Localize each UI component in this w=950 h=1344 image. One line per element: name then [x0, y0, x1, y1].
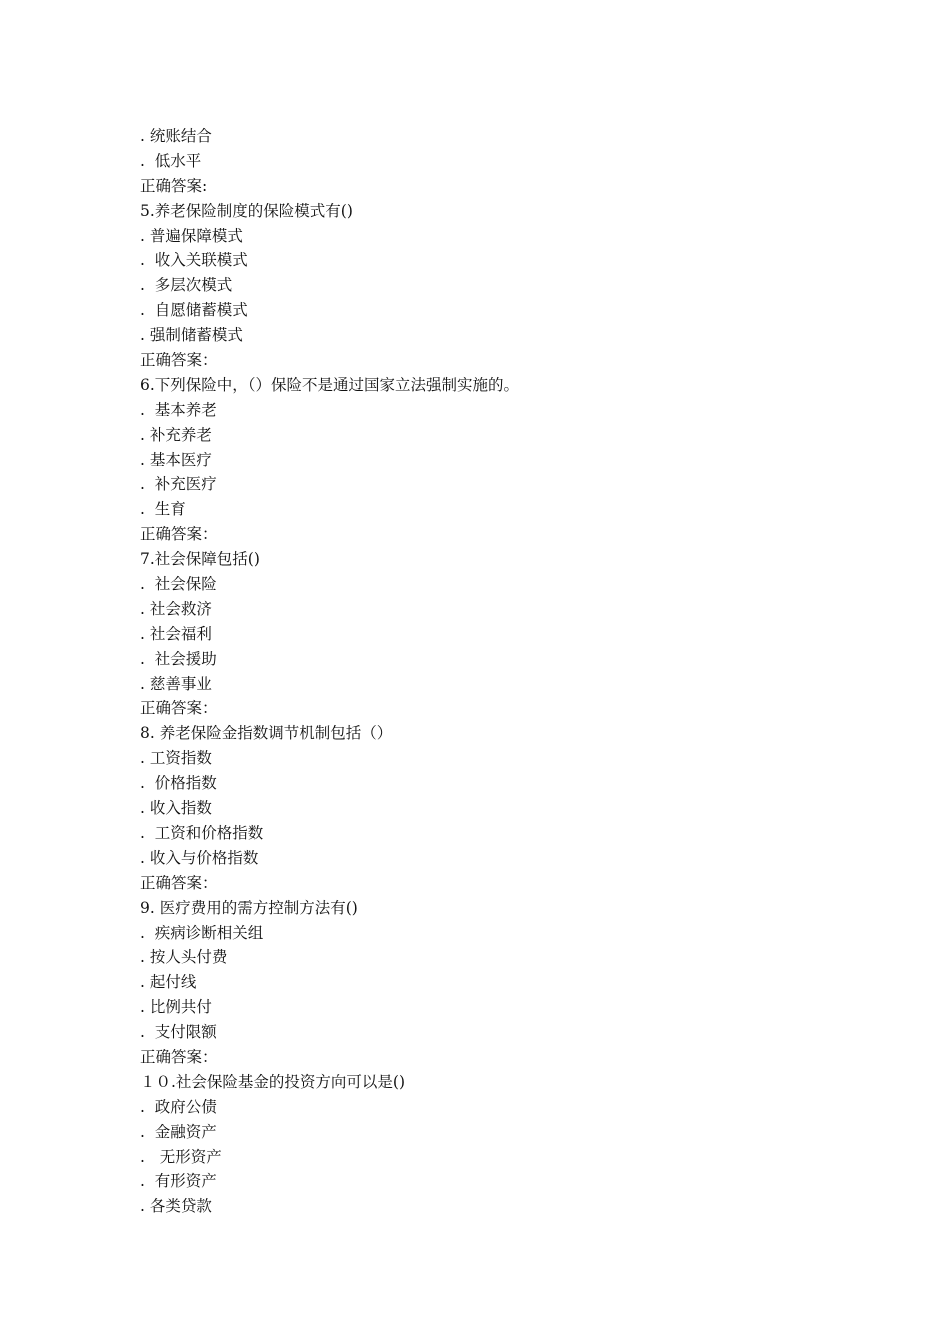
question-5: 5.养老保险制度的保险模式有() [140, 201, 353, 220]
answer-label: 正确答案： [140, 351, 218, 370]
option-line: . 自愿储蓄模式 [140, 301, 248, 320]
option-line: . 强制储蓄模式 [140, 326, 243, 345]
question-6: 6.下列保险中，（）保险不是通过国家立法强制实施的。 [140, 375, 520, 394]
option-line: . 收入指数 [140, 799, 212, 818]
option-line: . 收入与价格指数 [140, 848, 259, 867]
option-line: . 补充养老 [140, 425, 212, 444]
option-line: . 工资指数 [140, 749, 212, 768]
document-body [140, 124, 840, 1219]
option-line: . 疾病诊断相关组 [140, 923, 264, 942]
option-line: . 社会救济 [140, 599, 212, 618]
option-line: . 基本养老 [140, 400, 217, 419]
option-line: . 金融资产 [140, 1122, 217, 1141]
option-line: . 支付限额 [140, 1023, 217, 1042]
option-line: . 价格指数 [140, 774, 217, 793]
option-line: . 有形资产 [140, 1172, 217, 1191]
option-line: . 按人头付费 [140, 948, 228, 967]
question-7: 7.社会保障包括() [140, 550, 260, 569]
option-line: . 收入关联模式 [140, 251, 248, 270]
option-line: . 基本医疗 [140, 450, 212, 469]
option-line: . 社会福利 [140, 624, 212, 643]
option-line: . 普遍保障模式 [140, 226, 243, 245]
option-line: . 补充医疗 [140, 475, 217, 494]
option-line: . 比例共付 [140, 998, 212, 1017]
option-line: . 各类贷款 [140, 1197, 212, 1216]
answer-label: 正确答案： [140, 1047, 218, 1066]
option-line: . 多层次模式 [140, 276, 233, 295]
answer-label: 正确答案: [140, 176, 208, 195]
question-8: 8. 养老保险金指数调节机制包括（） [140, 724, 393, 743]
option-line: . 社会保险 [140, 575, 217, 594]
option-line: . 起付线 [140, 973, 197, 992]
option-line: . 慈善事业 [140, 674, 212, 693]
answer-label: 正确答案： [140, 525, 218, 544]
option-line: . 低水平 [140, 151, 202, 170]
answer-label: 正确答案： [140, 873, 218, 892]
option-line: . 统账结合 [140, 127, 212, 145]
answer-label: 正确答案： [140, 699, 218, 718]
option-line: . 工资和价格指数 [140, 823, 264, 842]
question-9: 9. 医疗费用的需方控制方法有() [140, 898, 358, 917]
question-10: １０.社会保险基金的投资方向可以是() [140, 1072, 406, 1091]
option-line: . 社会援助 [140, 649, 217, 668]
option-line: . 无形资产 [140, 1147, 222, 1166]
option-line: . 政府公债 [140, 1097, 217, 1116]
option-line: . 生育 [140, 500, 186, 519]
